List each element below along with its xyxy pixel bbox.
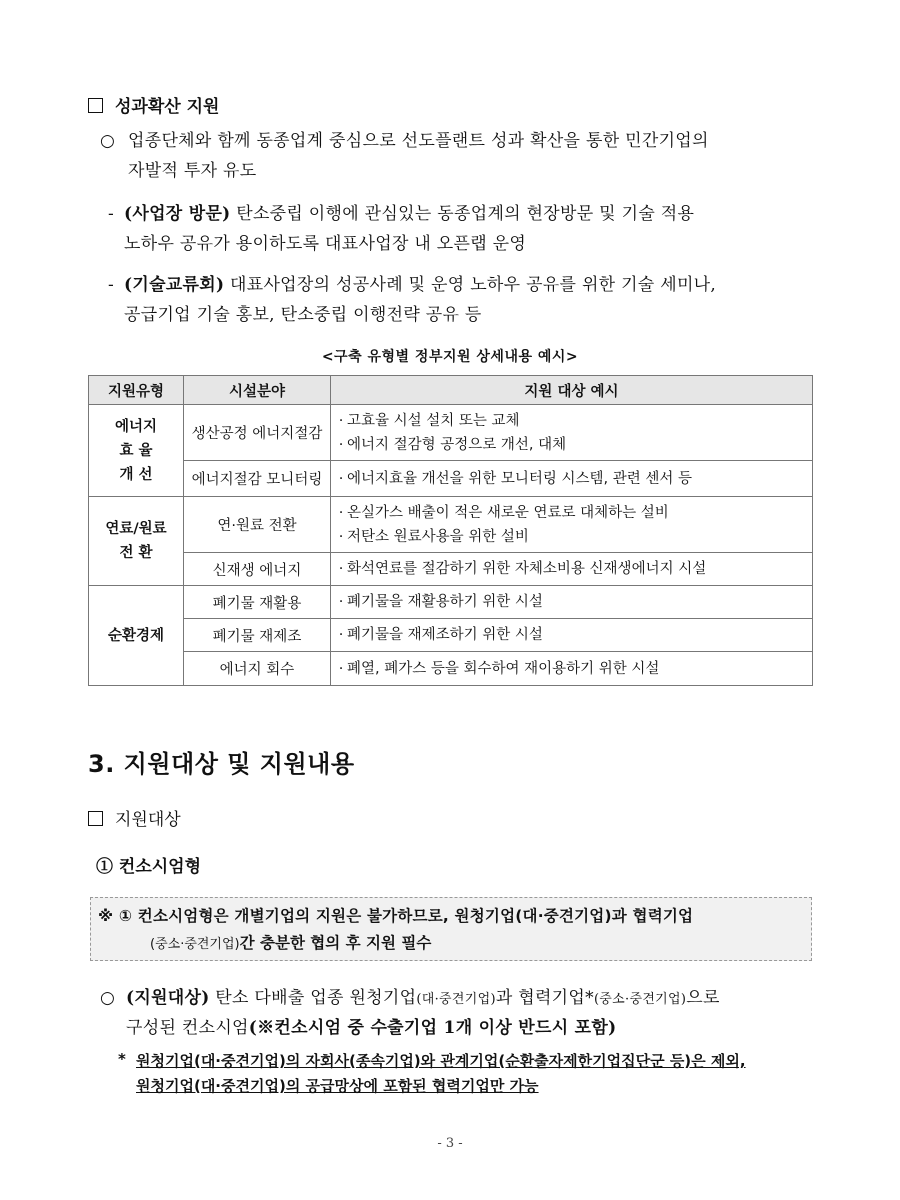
note-line1: ※ ① 컨소시엄형은 개별기업의 지원은 불가하므로, 원청기업(대·중견기업)과 협력기업 xyxy=(98,907,694,925)
bullet-circle-icon: ○ xyxy=(100,988,116,1008)
field-cell: 폐기물 재제조 xyxy=(184,619,331,652)
note-line2: (중소·중견기업)간 충분한 협의 후 지원 필수 xyxy=(150,934,432,952)
dash-marker: - xyxy=(108,275,115,295)
example-cell: · 온실가스 배출이 적은 새로운 연료로 대체하는 설비 · 저탄소 원료사용을 위한 설비 xyxy=(331,497,813,553)
section-heading: 성과확산 지원 xyxy=(88,92,219,117)
footnote-asterisk: * xyxy=(118,1050,126,1068)
footnote-line1: 원청기업(대·중견기업)의 자회사(종속기업)와 관계기업(순환출자제한기업집단군 등)은 제외, xyxy=(136,1052,746,1070)
header-cell: 지원 대상 예시 xyxy=(331,376,813,405)
example-cell: · 고효율 시설 설치 또는 교체 · 에너지 절감형 공정으로 개선, 대체 xyxy=(331,405,813,461)
table-row xyxy=(89,619,813,652)
field-cell: 에너지 회수 xyxy=(184,652,331,686)
chapter-title: 3. 지원대상 및 지원내용 xyxy=(88,750,355,778)
dash-marker: - xyxy=(108,204,115,224)
example-cell: · 폐열, 폐가스 등을 회수하여 재이용하기 위한 시설 xyxy=(331,652,813,686)
table-row xyxy=(89,461,813,497)
header-cell: 지원유형 xyxy=(89,376,184,405)
target-line2: 구성된 컨소시엄(※컨소시엄 중 수출기업 1개 이상 반드시 포함) xyxy=(126,1018,617,1038)
subsection-heading: 지원대상 xyxy=(88,805,181,830)
field-cell: 연·원료 전환 xyxy=(184,497,331,553)
dash1-line2: 노하우 공유가 용이하도록 대표사업장 내 오픈랩 운영 xyxy=(124,234,527,254)
item-heading: ① 컨소시엄형 xyxy=(96,857,202,877)
table-row xyxy=(89,405,813,461)
table-title: <구축 유형별 정부지원 상세내용 예시> xyxy=(321,349,579,365)
checkbox-square-icon xyxy=(88,98,103,113)
dash2-line2: 공급기업 기술 홍보, 탄소중립 이행전략 공유 등 xyxy=(124,305,482,325)
type-cell-energy: 에너지 효 율 개 선 xyxy=(89,405,184,497)
field-cell: 폐기물 재활용 xyxy=(184,586,331,619)
table-row xyxy=(89,586,813,619)
target-line1: (지원대상) 탄소 다배출 업종 원청기업(대·중견기업)과 협력기업*(중소·중견기업)으로 xyxy=(126,988,720,1008)
checkbox-square-icon xyxy=(88,811,103,826)
bullet-circle-icon: ○ xyxy=(100,131,116,151)
example-cell: · 폐기물을 재제조하기 위한 시설 xyxy=(331,619,813,652)
dash2-line1: (기술교류회) 대표사업장의 성공사례 및 운영 노하우 공유를 위한 기술 세미나, xyxy=(124,275,717,295)
footnote-line2: 원청기업(대·중견기업)의 공급망상에 포함된 협력기업만 가능 xyxy=(136,1077,539,1095)
type-cell-circular: 순환경제 xyxy=(89,586,184,686)
field-cell: 에너지절감 모니터링 xyxy=(184,461,331,497)
table-row xyxy=(89,497,813,553)
table-row xyxy=(89,553,813,586)
example-cell: · 화석연료를 절감하기 위한 자체소비용 신재생에너지 시설 xyxy=(331,553,813,586)
table-row xyxy=(89,652,813,686)
table-header-row xyxy=(89,376,813,405)
field-cell: 신재생 에너지 xyxy=(184,553,331,586)
example-cell: · 폐기물을 재활용하기 위한 시설 xyxy=(331,586,813,619)
bullet1-line1: 업종단체와 함께 동종업계 중심으로 선도플랜트 성과 확산을 통한 민간기업의 xyxy=(128,131,709,151)
bullet1-line2: 자발적 투자 유도 xyxy=(128,161,257,181)
example-cell: · 에너지효율 개선을 위한 모니터링 시스템, 관련 센서 등 xyxy=(331,461,813,497)
support-type-table xyxy=(88,375,813,686)
type-cell-fuel: 연료/원료 전 환 xyxy=(89,497,184,586)
header-cell: 시설분야 xyxy=(184,376,331,405)
field-cell: 생산공정 에너지절감 xyxy=(184,405,331,461)
page-number: - 3 - xyxy=(437,1136,463,1151)
dash1-line1: (사업장 방문) 탄소중립 이행에 관심있는 동종업계의 현장방문 및 기술 적용 xyxy=(124,204,695,224)
